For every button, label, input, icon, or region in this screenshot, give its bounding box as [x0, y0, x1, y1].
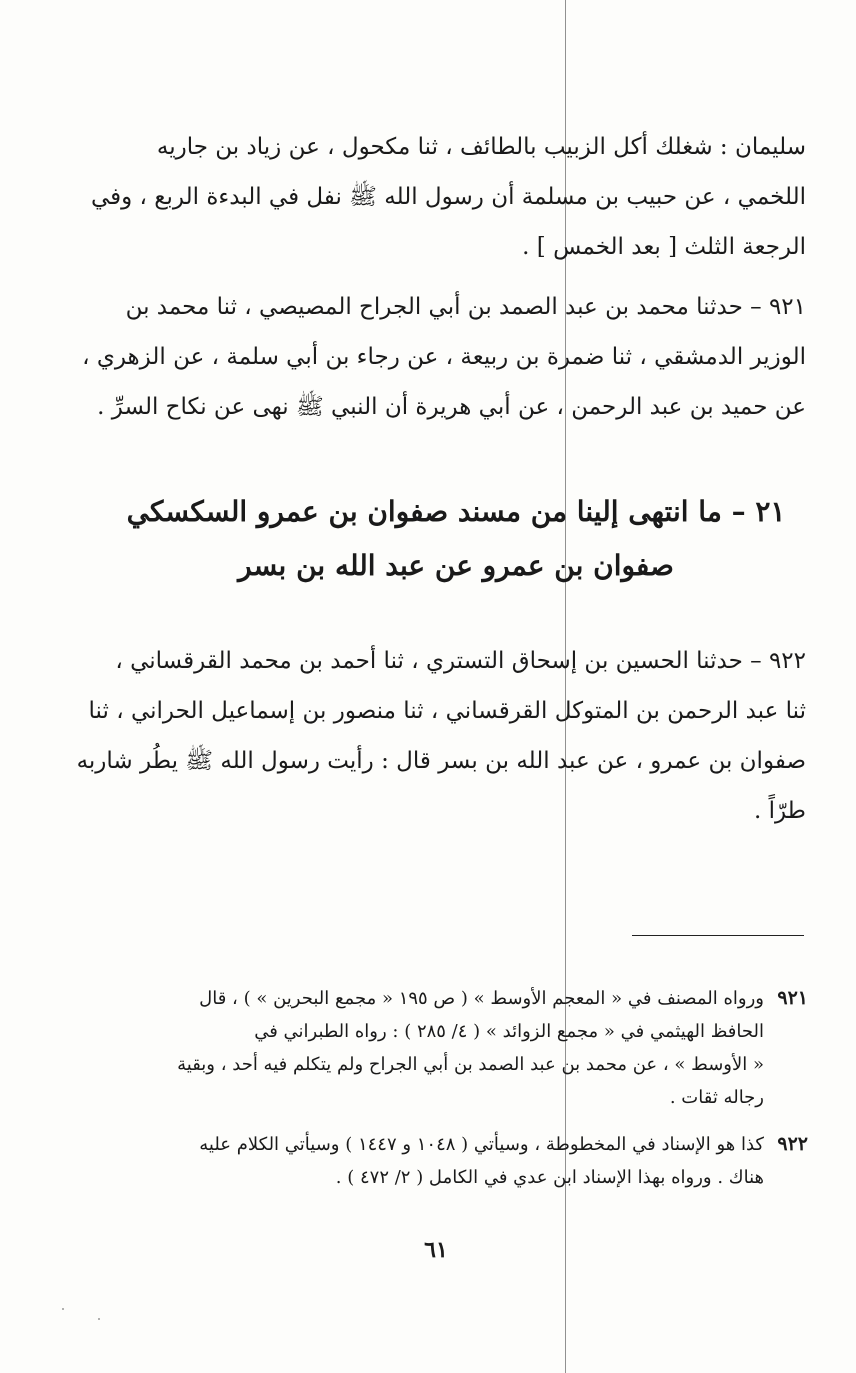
text-line: اللخمي ، عن حبيب بن مسلمة أن رسول الله ﷺ نفل في البدءة الربع ، وفي: [90, 184, 806, 210]
hadith-922: [76, 636, 806, 836]
text-line: ٩٢٢ – حدثنا الحسين بن إسحاق التستري ، ثنا أحمد بن محمد القرقساني ،: [115, 648, 806, 674]
footnote-line: كذا هو الإسناد في المخطوطة ، وسيأتي ( ١٠٤٨ و ١٤٤٧ ) وسيأتي الكلام عليه: [199, 1134, 764, 1155]
section-subheading: صفوان بن عمرو عن عبد الله بن بسر: [238, 549, 674, 582]
footnote-number: ٩٢١: [777, 987, 808, 1009]
text-line: سليمان : شغلك أكل الزبيب بالطائف ، ثنا مكحول ، عن زياد بن جاريه: [156, 134, 806, 160]
scan-speck: [62, 1308, 64, 1310]
text-line: ثنا عبد الرحمن بن المتوكل القرقساني ، ثنا منصور بن إسماعيل الحراني ، ثنا: [88, 698, 806, 724]
text-line: صفوان بن عمرو ، عن عبد الله بن بسر قال : رأيت رسول الله ﷺ يطُر شاربه: [76, 748, 806, 774]
section-heading: ٢١ – ما انتهى إلينا من مسند صفوان بن عمرو السكسكي: [126, 495, 786, 528]
scan-speck: [98, 1318, 100, 1320]
footnote-number: ٩٢٢: [777, 1133, 808, 1155]
footnote-separator: [632, 935, 804, 936]
paragraph-continuation: [90, 122, 806, 272]
page-number: ٦١: [424, 1237, 448, 1263]
footnote-922: [120, 1128, 808, 1194]
footnote-line: ورواه المصنف في « المعجم الأوسط » ( ص ١٩٥ « مجمع البحرين » ) ، قال: [199, 988, 764, 1009]
footnote-line: رجاله ثقات .: [669, 1087, 764, 1108]
footnote-line: « الأوسط » ، عن محمد بن عبد الصمد بن أبي الجراح ولم يتكلم فيه أحد ، وبقية: [177, 1054, 764, 1075]
text-line: طرّاً .: [753, 798, 806, 824]
footnote-line: الحافظ الهيثمي في « مجمع الزوائد » ( ٤/ ٢٨٥ ) : رواه الطبراني في: [254, 1021, 764, 1042]
text-line: ٩٢١ – حدثنا محمد بن عبد الصمد بن أبي الجراح المصيصي ، ثنا محمد بن: [125, 294, 806, 320]
footnote-line: هناك . ورواه بهذا الإسناد ابن عدي في الكامل ( ٢/ ٤٧٢ ) .: [335, 1167, 764, 1188]
text-line: الرجعة الثلث [ بعد الخمس ] .: [522, 234, 806, 260]
text-line: عن حميد بن عبد الرحمن ، عن أبي هريرة أن النبي ﷺ نهى عن نكاح السرِّ .: [97, 394, 806, 420]
text-line: الوزير الدمشقي ، ثنا ضمرة بن ربيعة ، عن رجاء بن أبي سلمة ، عن الزهري ،: [82, 344, 806, 370]
hadith-921: [82, 282, 806, 432]
footnote-921: [120, 982, 808, 1114]
